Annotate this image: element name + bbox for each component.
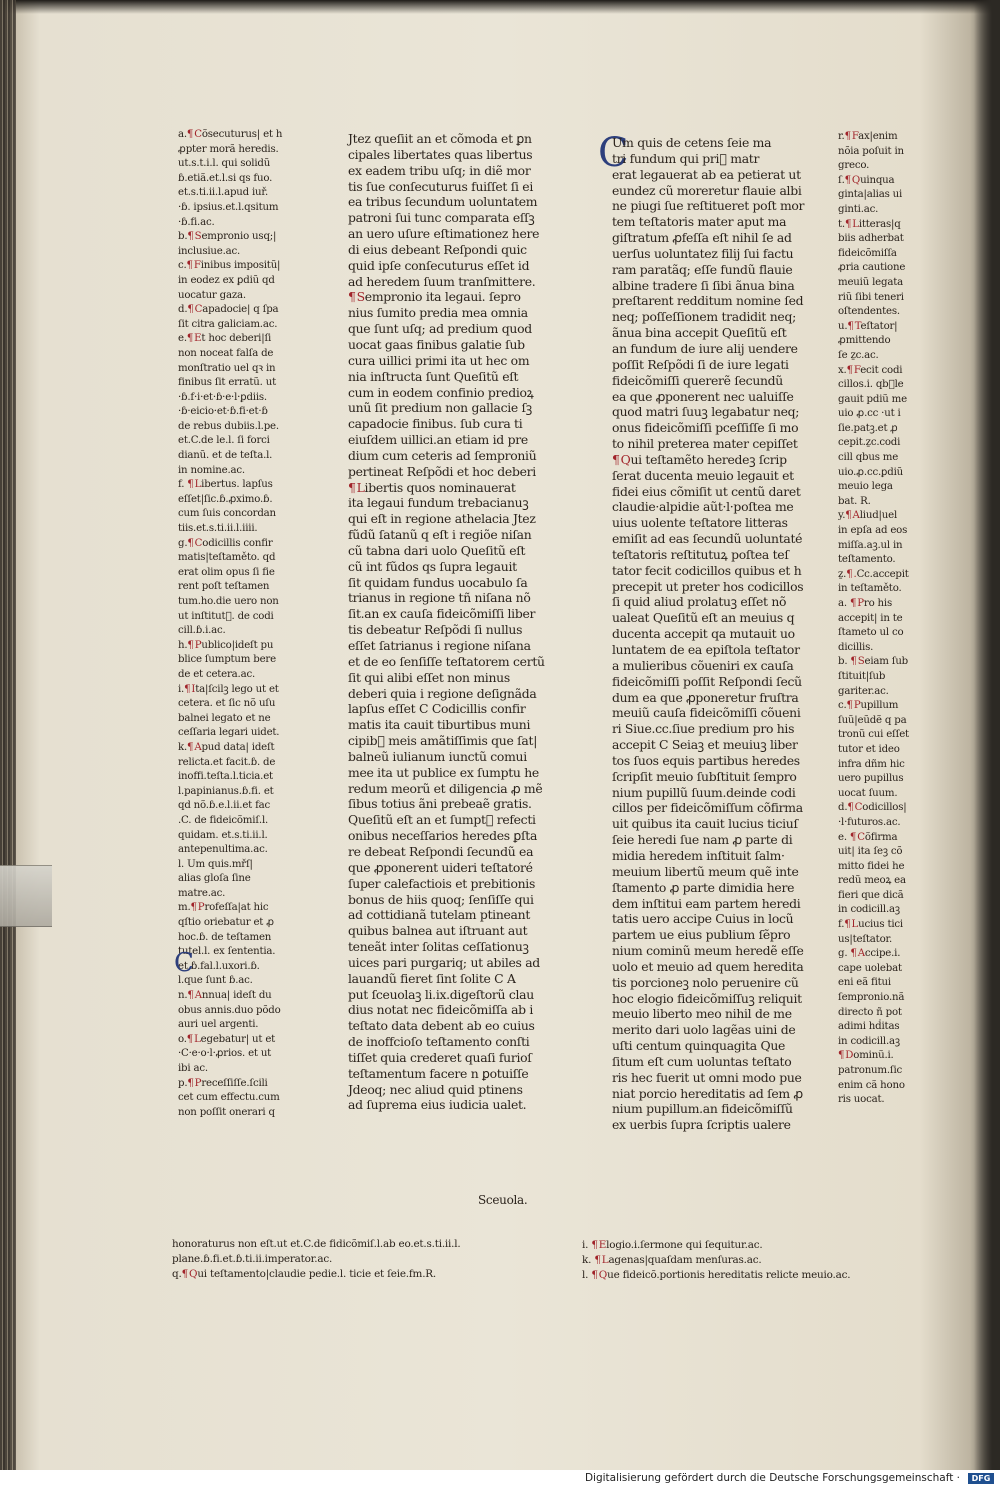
col1-line: onibus neceſſarios heredes ꝑſta [348,828,538,844]
right-gloss-line: infra dñm hic [838,758,905,770]
left-gloss-line: dianũ. et de teſta.l. [178,450,273,462]
col1-line: put ſceuolaꝫ li.ix.digeſtorũ clau [348,986,534,1002]
left-gloss-line: e.¶Et hoc deberi|ſi [178,333,272,345]
col1-line: Queſitũ eſt an et ſumpt᷒ refecti [348,812,536,828]
right-gloss-line: cape uolebat [838,962,902,974]
right-gloss-line: g. ¶Accipe.i. [838,948,901,960]
col1-line: teſtato data debent ab eo cuius [348,1018,535,1034]
col1-line: cũ int fũdos qs ſupra legauit [348,558,517,574]
col1-line: ad ſuprema eius iudicia ualet. [348,1097,527,1113]
col2-line: quod matri ſuuꝫ legabatur neq; [612,404,800,420]
col1-line: bonus de hiis quoq; ſenſiſſe qui [348,891,534,907]
dfg-logo: DFG [968,1473,994,1484]
right-gloss-line: t.¶Litteras|q [838,218,901,230]
right-gloss-line: patronum.ſic [838,1065,903,1076]
col2-line: fideicõmiſſi poſſit Reſpondi ſecũ [612,673,802,689]
col2-line: ea que ꝓponerent nec ualuiſſe [612,388,794,404]
col1-line: cum in eodem confinio predioꝝ [348,384,534,400]
right-gloss-line: ẕ.¶.Cc.accepit [838,568,909,580]
col1-line: ¶Libertis quos nominauerat [348,479,516,495]
col2-line: preſtarent redditum nomine ſed [612,293,804,309]
right-gloss-line: us|teſtator. [838,933,893,945]
right-gloss-line: x.¶Fecit codi [838,364,903,376]
col2-line: onus fideicõmiſſi pceſſiſſe ſi mo [612,420,799,436]
col2-line: ſi quid aliud prolatuꝫ eſſet nõ [612,594,787,610]
right-gloss-line: riũ ſibi teneri [838,291,904,303]
left-gloss-line: matre.ac. [178,887,226,899]
left-gloss-line: b.¶Sempronio usq;| [178,231,277,243]
col2-line: ualeat Queſitũ eſt an meuius q [612,610,795,626]
col1-line: ad heredem ſuum tranſmittere. [348,273,536,289]
col1-line: eſſet ſatrianus i regione niſana [348,638,531,653]
left-gloss-line: de rebus dubiis.l.pe. [178,420,279,432]
left-gloss-line: alias gloſa ſine [178,873,251,885]
right-gloss-line: ginta|alias ui [838,189,903,201]
right-gloss-line: ris uocat. [838,1094,885,1106]
left-gloss-line: qſtio oriebatur et ꝓ [178,917,274,929]
left-gloss-line: ·ɓ.f·i·et·ɓ·e·l·ꝑdiis. [178,391,267,403]
left-gloss-line: cetera. et ſic nõ uſu [178,698,276,710]
bottom-left-line: honoraturus non eſt.ut et.C.de fidicõmiſ.l.ab eo.et.s.ti.ii.l. [172,1238,461,1250]
right-gloss-line: ſuũ|eũdẽ q pa [838,714,907,726]
col1-line: ad cottidianã tutelam ptineant [348,907,531,923]
top-shadow [0,0,1000,14]
right-gloss-line: ·l·futuros.ac. [838,816,901,828]
col1-line: capadocie finibus. ſub cura ti [348,416,523,432]
col1-line: tis ſue conſecuturus fuiſſet ſi ei [348,178,533,194]
right-gloss-line: dicillis. [838,641,874,653]
right-gloss-line: oſtendentes. [838,306,900,318]
right-gloss-line: ¶Dominũ.i. [838,1050,894,1062]
right-gloss-line: gauit pdiũ me [838,393,907,405]
col2-line: neq; poſſeſſionem tradidit neq; [612,309,796,325]
left-gloss-line: ·ɓ. ipsius.et.l.qsitum [178,201,279,213]
col2-line: cillos per fideicõmiſſum cõfirma [612,800,803,816]
col1-line: tiſſet quia crederet quaſi furioſ [348,1049,532,1065]
left-gloss-line: n.¶Annua| ideſt du [178,990,272,1002]
right-gloss-line: teſtamento. [838,554,896,566]
main-text-column-2 [612,135,804,1133]
col1-line: et de eo ſenſiſſe teſtatorem certũ [348,653,545,669]
decorated-initial-gloss: C [174,948,194,978]
left-gloss-line: i.¶Ita|ſcilꝫ lego ut et [178,683,279,695]
col2-line: albine tradere ſi ſibi ãnua bina [612,277,795,293]
left-gloss-line: ·ɓ.fi.ac. [178,216,215,228]
col1-line: re debeat Reſpondi ſecundũ ea [348,843,534,859]
right-gloss-line: redũ meoꝝ ea [838,875,906,887]
left-gloss-line: eſſet|ſic.ɓ.ꝓximo.ɓ. [178,493,273,505]
left-gloss-line: monſtratio uel qꝛ in [178,362,276,374]
right-gloss-line: directo ñ pot [838,1006,902,1018]
col2-line: poſſit Reſpõdi ſi de iure legati [612,356,789,372]
left-gloss-line: k.¶Apud data| ideſt [178,741,275,753]
left-gloss-line: relicta.et facit.ɓ. de [178,756,276,768]
left-gloss-line: finibus ſit erratũ. ut [178,377,276,389]
book-page-edges [0,0,16,1470]
left-gloss-line: hoc.ɓ. de teſtamen [178,931,272,943]
left-gloss-line: ·C·e·o·l·ꝓrios. et ut [178,1048,272,1060]
right-gloss-line: bat. R. [838,495,871,507]
col2-line: teſtatoris reſtitutuꝝ poſtea teſ [612,546,789,562]
bottom-right-line: l. ¶Que fideicõ.portionis hereditatis relicte meuio.ac. [582,1269,851,1282]
col2-line: niat porcio hereditatis ad ſem ꝓ [612,1085,803,1101]
col1-line: dius notat nec fideicõmiſſa ab i [348,1002,534,1018]
left-gloss-line: l.papinianus.ɓ.fi. et [178,785,274,797]
col1-line: que ꝓponerent uideri teſtatoré [348,859,533,875]
right-gloss-line: ſempronio.nã [838,992,905,1004]
col2-line: partem ue eius publium ſẽpro [612,927,791,943]
col2-line: ri Siue.cc.ſiue predium pro his [612,721,795,737]
right-gloss-line: nõia poſuit in [838,145,904,157]
left-gloss-line: quidam. et.s.ti.ii.l. [178,829,268,841]
col1-line: ſit quidam fundus uocabulo ſa [348,574,528,590]
bottom-left-line: plane.ɓ.fi.et.ɓ.ti.ii.imperator.ac. [172,1253,333,1266]
col1-line: ſibus totius ãni prebeaẽ gratis. [348,796,532,812]
col1-line: dium cum ceteris ad ſemproniũ [348,447,537,463]
col2-line: tatis uero accipe Cuius in locũ [612,911,794,927]
col2-line: luntatem de ea epiſtola teſtator [612,642,800,657]
col1-line: di eius debeant Reſpondi quic [348,241,527,257]
col2-line: merito dari uolo lagẽas uini de [612,1022,796,1038]
left-gloss-line: rent poſt teſtamen [178,581,270,593]
col1-line: ſit qui alibi eſſet non minus [348,669,510,685]
right-gutter [974,0,1000,1470]
right-gloss-line: in teſtaměto. [838,583,902,595]
col2-line: meuio liberto meo nihil de me [612,1006,792,1022]
col1-line: unũ ſit predium non gallacie ſꝫ [348,400,532,416]
col1-line: ex eadem tribu uſq; in diẽ mor [348,162,531,178]
right-gloss-line: c.¶Pupillum [838,700,899,712]
left-gloss-line: antepenultima.ac. [178,844,268,856]
left-gloss-line: et.ɓ.fal.l.uxori.ɓ. [178,960,260,972]
right-gloss-line: uit| ita ſeꝫ cõ [838,846,903,858]
left-gloss-line: ɓ.etiã.et.l.si qs fuo. [178,172,273,184]
left-gloss-line: a.¶Cõsecuturus| et h [178,129,283,140]
left-gloss-line: non noceat falſa de [178,347,274,359]
left-gloss-line: cum ſuis concordan [178,508,276,520]
right-gloss-line: greco. [838,160,870,172]
col2-line: dem inſtitui eam partem heredi [612,895,801,911]
col2-line: ſtamento ꝓ parte dimidia here [612,879,795,895]
left-gloss-line: qd nõ.ɓ.e.l.ii.et fac [178,800,271,812]
col1-line: lapſus eſſet C Codicillis confir [348,701,526,717]
left-gloss-line: cill.ɓ.i.ac. [178,625,226,637]
col1-line: uices pari purgariq; ut abiles ad [348,954,540,970]
right-gloss-line: y.¶Aliud|uel [838,510,897,522]
column-1-signature: Sceuola. [478,1193,528,1207]
right-gloss-line: meuio lega [838,481,893,493]
left-gloss-line: non poſſit onerari q [178,1106,275,1118]
right-gloss-line: ſe ẕc.ac. [838,349,879,361]
left-gloss-line: de et cetera.ac. [178,668,256,680]
col2-line: hoc elogio fideicõmiſſuꝫ reliquit [612,990,802,1006]
col2-line: emiſit ad eas ſecundũ uoluntaté [612,531,803,547]
col1-line: de inoffcioſo teſtamento conſti [348,1034,530,1050]
col1-line: cipib᷒ meis amãtiſſimis que ſat| [348,733,538,749]
left-gloss-line: ſit citra galiciam.ac. [178,318,278,330]
bottom-left-line: q.¶Qui teſtamento|claudie pedie.l. ticie et ſeie.fm.R. [172,1268,437,1281]
col2-line: meuium libertũ meum quẽ inte [612,863,799,879]
right-gloss-line: uio ꝓ.cc ·ut i [838,408,901,420]
right-gloss-column [838,130,909,1108]
col2-line: to nihil preterea mater cepiſſet [612,436,798,452]
col2-line: accepit C Seiaꝫ et meuiuꝫ liber [612,737,798,753]
right-gloss-line: ſtameto ul co [838,627,904,639]
col1-line: Jdeoq; nec aliud quid ptinens [348,1081,523,1097]
left-gloss-line: tum.ho.die uero non [178,596,279,607]
left-gloss-line: f. ¶Libertus. lapſus [178,479,273,491]
col2-line: nium pupillum.an fideicõmiſſũ [612,1101,793,1117]
right-gloss-line: u.¶Teſtator| [838,320,898,332]
right-gloss-line: biis adherbat [838,233,904,245]
left-gloss-line: c.¶Finibus impositũ| [178,260,281,272]
col2-line: Um quis de cetens ſeie ma [612,135,772,150]
right-gloss-line: mitto fidei he [838,860,905,872]
main-text-column-1 [348,131,545,1113]
left-gloss-line: h.¶Publico|ideſt pu [178,639,274,651]
right-gloss-line: gariter.ac. [838,685,889,697]
right-gloss-line: uocat ſuum. [838,787,898,799]
col2-line: ¶Qui teſtamẽto heredeꝫ ſcrip [612,451,787,467]
right-gloss-line: in epſa ad eos [838,525,908,537]
col2-line: ſitum eſt cum uoluntas teſtato [612,1053,792,1069]
col1-line: balneũ iulianum iunctũ comui [348,748,527,764]
left-gloss-line: inoffi.teſta.l.ticia.et [178,771,273,783]
col1-line: trianus in regione tñ niſana nõ [348,590,531,606]
col2-line: ãnua bina accepit Queſitũ eſt [612,325,787,341]
right-gloss-line: fideicõmiſſa [838,247,897,259]
col2-line: dum ea que ꝓponeretur fruſtra [612,689,799,705]
bottom-right-notes [582,1238,850,1284]
right-gloss-line: ſtituit|ſub [838,670,886,682]
col1-line: an uero uſure eſtimationez here [348,226,540,242]
col2-line: a mulieribus cõueniri ex cauſa [612,657,794,673]
right-gloss-line: miſſa.aꝫ.ul in [838,539,903,551]
left-gloss-line: .C. de fideicõmiſ.l. [178,814,269,826]
right-gloss-line: ſ.¶Quinqua [838,174,895,186]
left-gloss-line: blice ſumptum bere [178,654,276,666]
col2-line: ex uerbis ſupra ſcriptis ualere [612,1117,791,1133]
left-gloss-line: balnei legato et ne [178,712,271,724]
left-gloss-line: in nomine.ac. [178,464,245,476]
left-gloss-line: p.¶Preceſſiſſe.ſcili [178,1077,268,1089]
right-gloss-line: accepit| in te [838,612,903,624]
col2-line: tis porcioneꝫ nolo peruenire cũ [612,974,799,990]
col2-line: ſeie heredi ſue nam ꝓ parte di [612,832,793,848]
left-gloss-line: uocatur gaza. [178,289,246,301]
col1-line: ſuper calefactiois et prebitionis [348,875,536,891]
footer-credit: Digitalisierung gefördert durch die Deutsche Forschungsgemeinschaft · [584,1472,960,1484]
col2-line: tri fundum qui pri᷒ matr [612,150,760,166]
col1-line: cũ tabna dari uolo Queſitũ eſt [348,542,526,558]
left-gloss-line: tutel.l. ex ſententia. [178,946,276,958]
right-gloss-line: b. ¶Seiam ſub [838,656,908,668]
left-gloss-line: erat olim opus ſi fie [178,566,275,578]
col1-line: quibus balnea aut iſtruant aut [348,923,528,939]
right-gloss-line: tronũ cui eſſet [838,729,909,741]
right-gloss-line: meuiũ legata [838,276,903,288]
right-gloss-line: ꝓria cautione [838,262,906,274]
col2-line: meuiũ cauſa fideicõmiſſi cõueni [612,705,801,721]
right-gloss-line: adimi hḋitas [838,1021,900,1033]
left-gloss-line: o.¶Legebatur| ut et [178,1033,276,1045]
left-gloss-line: ceſſaria legari uidet. [178,727,280,739]
col1-line: ea tribus ſecundum uoluntatem [348,194,538,210]
col2-line: uius uolente teſtatore litteras [612,515,788,531]
right-gloss-line: eni eã fitui [838,977,891,989]
right-gloss-line: in codicill.aꝫ [838,1035,900,1047]
bottom-left-notes [172,1237,461,1283]
left-gloss-line: ꝓpter morã heredis. [178,143,279,155]
col2-line: uit quibus ita cauit lucius ticiuſ [612,816,798,832]
col2-line: claudie·alpidie aũt·l·poſtea me [612,499,794,515]
right-gloss-line: fieri que dicã [838,889,904,901]
right-gloss-line: r.¶Fax|enim [838,131,898,142]
left-gloss-line: l. Um quis.mřſ| [178,858,253,870]
col2-line: an fundum de iure alij uendere [612,340,798,356]
left-gloss-line: in eodez ex ꝑdiũ qd [178,274,275,286]
col2-line: tem teſtatoris mater aput ma [612,214,787,230]
left-gloss-line: m.¶Profeſſa|at hic [178,902,269,914]
col1-line: pertineat Reſpõdi et hoc deberi [348,463,536,479]
left-gloss-line: obus annis.duo põdo [178,1004,281,1016]
col1-line: cura uillici primi ita ut hec om [348,352,530,368]
col1-line: redum meorũ et diligencia ꝓ mẽ [348,780,543,796]
col2-line: ne piugi ſue reſtitueret poſt mor [612,198,805,214]
left-gloss-line: ut.s.t.i.l. qui solidũ [178,158,271,170]
col2-line: erat legauerat ab ea petierat ut [612,166,801,182]
right-gloss-line: ſie.patꝫ.et ꝓ [838,422,898,434]
col2-line: midia heredem inſtituit ſalm· [612,847,785,863]
bookmark-tab [0,865,52,927]
col1-line: matis ita cauit tiburtibus muni [348,717,531,733]
right-gloss-line: enim cã hono [838,1079,905,1091]
col2-line: uerſus uoluntatez filij ſui factu [612,245,794,261]
right-gloss-line: cepit.ẕc.codi [838,437,901,449]
col1-line: fũdũ ſatanũ q eſt i regiõe niſan [348,527,532,543]
col2-line: eundez cũ moreretur flauie albi [612,182,802,198]
right-gloss-line: uio.ꝓ.cc.ꝑdiũ [838,466,903,478]
col1-line: que ſunt uſq; ad predium quod [348,321,532,337]
left-gloss-line: l.que ſunt ɓ.ac. [178,975,253,987]
col2-line: ſcripſit meuio ſubſtituit ſempro [612,768,797,784]
footer-bar [0,1470,1000,1487]
left-gloss-line: et.C.de le.l. ſi forci [178,435,270,447]
right-gloss-line: a. ¶Pro his [838,598,892,609]
bottom-right-line: i. ¶Elogio.i.ſermone qui ſequitur.ac. [582,1239,763,1251]
col1-line: tis debeatur Reſpõdi ſi nullus [348,622,523,638]
decorated-initial-blue: C [598,130,629,176]
right-gloss-line: e. ¶Cõfirma [838,831,898,843]
right-gloss-line: ꝓmittendo [838,335,891,347]
col2-line: fidei eius cõmiſit ut centũ daret [612,483,801,499]
col2-line: nium cominũ meum heredẽ eſſe [612,943,804,959]
left-gloss-line: ibi ac. [178,1063,208,1074]
left-gloss-line: et.s.ti.ii.l.apud iuř. [178,187,268,199]
col1-line: lauandũ fieret ſint ſolite C A [348,970,516,986]
col1-line: nia inſtructa ſunt Queſitũ eſt [348,368,519,384]
col2-line: tator fecit codicillos quibus et h [612,562,802,578]
left-gloss-line: cet cum effectu.cum [178,1092,280,1104]
right-gloss-line: uero pupillus [838,773,904,785]
col1-line: quid ipſe conſecuturus eſſet id [348,257,530,273]
col1-line: teſtamentum facere n ꝑotuiſſe [348,1065,529,1081]
col1-line: ita legaui fundum trebacianuꝫ [348,495,529,511]
col1-line: mee ita ut publice ex ſumptu he [348,764,539,780]
left-gloss-line: matis|teſtaměto. qd [178,552,276,564]
right-gloss-line: f.¶Lucius tici [838,919,903,931]
left-gloss-line: auri uel argenti. [178,1019,259,1031]
right-gloss-line: cillos.i. qb᷒le [838,379,904,391]
left-gloss-line: ut inſtitut᷑. de codi [178,610,274,622]
col1-line: teneãt inter ſolitas ceſſationuꝫ [348,939,529,955]
col1-line: Jtez queſiit an et cõmoda et ꝑn [348,131,532,146]
col1-line: uocat gaas finibus galatie ſub [348,336,525,352]
left-gloss-line: g.¶Codicillis confir [178,537,273,549]
bottom-right-line: k. ¶Lagenas|quaſdam menſuras.ac. [582,1254,762,1267]
col1-line: patroni ſui tunc comparata eſſꝫ [348,210,535,226]
col2-line: ris hec fuerit ut omni modo pue [612,1069,802,1085]
right-gloss-line: cill qbus me [838,452,899,464]
col2-line: giſtratum ꝓfeſſa eſt nihil ſe ad [612,230,792,246]
left-gloss-line: ·ɓ·eicio·et·ɓ.fi·et·ɓ [178,406,268,418]
left-gloss-line: tiis.et.s.ti.ii.l.iiii. [178,523,258,535]
col2-line: uolo et meuio ad quem heredita [612,958,804,974]
col1-line: qui eſt in regione athelacia Jtez [348,511,536,527]
col2-line: uſti centum quinquagita Que [612,1038,786,1054]
col1-line: nius ſumito predia mea omnia [348,305,528,321]
col2-line: precepit ut preter hos codicillos [612,578,804,594]
left-gloss-line: d.¶Capadocie| q ſpa [178,304,279,316]
col2-line: fideicõmiſſi quererẽ ſecundũ [612,372,783,388]
col1-line: eiuſdem uillici.an etiam id pre [348,432,528,448]
left-gloss-line: inclusiue.ac. [178,245,241,257]
col2-line: tos ſuos equis partibus heredes [612,752,800,768]
right-gloss-line: d.¶Codicillos| [838,802,907,814]
right-gloss-line: in codicill.aꝫ [838,904,900,916]
col2-line: nium pupillũ ſuum.deinde codi [612,784,796,800]
col1-line: ¶Sempronio ita legaui. ſepro [348,289,521,305]
col1-line: deberi quia i regione deſignãda [348,685,537,701]
col1-line: ſit.an ex cauſa fideicõmiſſi liber [348,606,536,622]
right-gloss-line: ginti.ac. [838,203,879,215]
right-gloss-line: tutor et ideo [838,743,900,755]
col1-line: cipales libertates quas libertus [348,146,533,162]
col2-line: ſerat ducenta meuio legauit et [612,467,794,483]
col2-line: ducenta accepit qa mutauit uo [612,626,795,642]
col2-line: ram paratãq; eſſe fundũ flauie [612,261,793,277]
